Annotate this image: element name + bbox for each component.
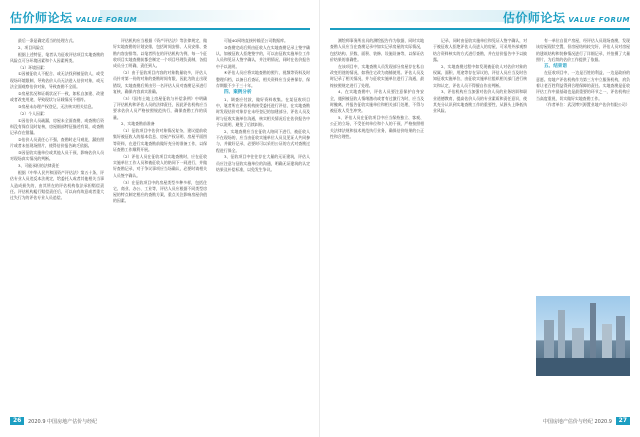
section-heading: 五、结束语 [544, 63, 567, 69]
paragraph: ①因被征收人不配合、或无法找到被征收人，或受现场环境限制，导致估价人员无法进入估价对象，或无法全面观察估价对象，导致查勘不全面。 [10, 71, 104, 90]
building [544, 320, 554, 358]
paragraph: （作者单位：武汉博兴源置业地产估价有限公司） [544, 102, 630, 108]
page-number: 27 [616, 417, 630, 425]
paragraph: 3、评估机构应当加强对估价人员的业务培训和职业道德教育，提高估价人员的专业素质和责任意识，使其充分认识到实地查勘工作的重要性，从源头上降低执业风险。 [433, 89, 527, 114]
building [590, 303, 596, 358]
paragraph: ②房屋状况和证载状况不一致，如私自加建、改建或者改变用途，导致现状与证载情况不相符。 [10, 90, 104, 103]
paragraph: ③因征收实施单位或其他人员干预，影响估价人员对现场真实情况的判断。 [10, 150, 104, 162]
paragraph: 在该项目中，实地查勘人员发现部分房屋存在私自改变用途的情况，如将住宅改为商铺使用。评估人员及时记录了相关情况，并与征收实施单位进行了沟通，最终按照规定进行了处理。 [330, 63, 424, 88]
section-title [10, 9, 137, 26]
column-3 [536, 38, 630, 256]
paragraph: （3）《国有土地上房屋征收与补偿条例》中明确了评估机构和评估人员的法律责任，因此评估机构应当要求估价人员严格按照规范执行，确保查勘工作的质量。 [113, 95, 207, 120]
header-rule [10, 28, 310, 30]
paragraph: 1、调查应付款，做好资料收集。在某征收项目中，笔者所在评估机构接受委托进行评估，在实地查勘时发现估价对象存在未经登记的加建部分，评估人员及时与征收实施单位沟通，核实相关情况后在估价报告中予以说明，避免了后续纠纷。 [216, 96, 310, 127]
text-columns [10, 38, 310, 412]
paragraph: 2、实地查勘应当在征收人陪同下进行，被征收人不在现场的，应当由征收实施单位人员及见证人共同参与，并做好记录，必要时可以采用公证的方式对查勘过程进行保全。 [216, 128, 310, 153]
section-title-en: VALUE FORUM [75, 16, 138, 24]
paragraph: 2、项目风险点 [18, 44, 44, 50]
paragraph: 2、实地查勘过程中如发现被征收人对估价对象的权属、面积、用途等存在异议的，评估人员应当及时告知征收实施单位，由征收实施单位组织相关部门进行核实和认定，评估人员不得擅自作出判断。 [433, 63, 527, 88]
text-columns [330, 38, 630, 412]
building [572, 328, 584, 358]
paragraph: ①因估价人员疏漏，房屋未全面查勘，或查勘后资料没有保存及时复核，房屋细部特征描述有误，或查勘记录存在错漏。 [10, 117, 104, 136]
column-1 [330, 38, 424, 412]
paragraph: 2、实地查勘前准备 [121, 121, 155, 127]
page-footer [10, 416, 310, 430]
footer-text: 中国房地产估价与经纪 2020.9 [542, 419, 612, 425]
paragraph: （1）环境因素： [18, 64, 48, 70]
column-2 [433, 38, 527, 412]
paragraph: （1）征收项目中估价对象情况复杂，建议提前收集好被征收人的基本信息、房屋产权证明、房屋平面图等资料，在进行实地查勘前做好充分的准备工作，以保证查勘工作顺利开展。 [113, 128, 207, 153]
paragraph: 5、评估人员在征收项目中应当保持独立、客观、公正的立场，不受任何单位和个人的干预，严格按照相关法律法规和技术规范执行业务，确保估价结果的公正性和合理性。 [330, 115, 424, 139]
column-1 [10, 38, 104, 412]
paragraph: 记录，同时由征收实施单位和见证人签字确认，对于被征收人拒绝评估人员进入的房屋，可采用外部观察结合资料核实的方式进行查勘，并在估价报告中予以披露。 [433, 38, 527, 62]
paragraph: 4、在实地查勘中，评估人员要注意保护自身安全，遇到被征收人情绪激动或者有过激行为时，应当及时撤离，并报告征收实施单位和相关部门处理，不得与被征收人发生冲突。 [330, 89, 424, 114]
paragraph: （2）由于征收项目内容的对象数量较多，评估人员针对第一份的对象的查勘时间有限，因此为防止出现错误，实地查勘后须由另一名评估人员对查勘记录进行复核，确保内容真实准确。 [113, 69, 207, 94]
paragraph: 可能4G网络直接传输至公司数据库。 [224, 38, 288, 43]
paragraph: 3、征收项目中往往存在大量的无证建筑，评估人员应注意与征收实施单位的沟通，明确无证建筑的认定结果及补偿标准，以免发生争议。 [216, 154, 310, 172]
section-title-en: VALUE FORUM [568, 16, 630, 24]
paragraph: ③房屋未办理产权登记，无法核实相关信息。 [18, 103, 96, 109]
paragraph: （3）在征收项目中的房屋类型多种多样，包括住宅、商业、办公、工业等，评估人员应根据不同类型房屋的特点制定相应的查勘方案，重点关注影响房屋价值的因素。 [113, 179, 207, 204]
river [536, 358, 630, 376]
paragraph: 测绘师事务所出具的测绘报告作为依据，同时实地查勘人员应当在查勘记录中如实记录房屋的实际情况，包括结构、层数、面积、装修、设施设备等，以保证估价结果的准确性。 [330, 38, 424, 62]
page-header [10, 8, 310, 34]
section-heading: 四、案例分析 [224, 89, 252, 95]
paragraph: ③查勘完成后须由征收人在实地查勘记录上签字确认，如被征收人拒绝签字的，可以由征收实施单位工作人员和见证人签字确认，并注明情况，同时在估价报告中予以说明。 [216, 44, 310, 69]
page-header [330, 8, 630, 34]
building [602, 324, 612, 358]
paragraph: 在征收项目中，一边是百姓的利益，一边是政府的意愿。房地产评估机构作为第三方中立服务机构，肩负着让老百姓利益得到合理保障的责任。实地查勘是征收评估工作中最基础也是最重要的环节之一，评估机构应当高度重视，切实做好实地查勘工作。 [536, 70, 630, 101]
paragraph: 最后一条是确定适当的处理方式。 [18, 38, 77, 43]
page-footer [330, 416, 630, 430]
building [558, 310, 565, 358]
section-title-cn: 估价师论坛 [502, 11, 566, 25]
paragraph: （2）评估人员在征收项目实地查勘时，应在征收实施单位工作人员和被征收人的陪同下一同进行，并做好查勘记录，对于争议事项应当场确认，必要时请相关人员签字确认。 [113, 153, 207, 178]
column-3 [216, 38, 310, 412]
section-title [503, 9, 630, 26]
page-number: 26 [10, 417, 24, 425]
paragraph: 有一单位自留产房屋，经评估人员现场查勘，发现该房屋现状空置，但房屋结构较完好，评估人员对房屋的建筑结构和装修情况进行了详细记录，并拍摄了大量照片，为后续的估价工作提供了依据。 [536, 38, 630, 62]
paragraph: 评估机构应当根据《资产评估法》等法律规定，做好实地查勘的计划安排，包括时间安排、人员安排、查勘内容安排等。以笔者所在的评估机构为例，每一个征收项目实地查勘前都会制定一个项目经理负责制，各组成员分工明确，责任到人。 [113, 38, 207, 69]
paragraph: （2）个人因素： [18, 110, 48, 116]
paragraph: 根据《中华人民共和国资产评估法》第五十条，评估专业人员违反本法规定，给委托人或者其他相关当事人造成损失的，由其所在的评估机构依法承担赔偿责任。评估机构履行赔偿责任后，可以向有故意或者重大过失行为的评估专业人员追偿。 [10, 169, 104, 201]
paragraph: 3、可能承担的法律责任 [18, 163, 60, 169]
footer-text: 2020.9 中国房地产估价与经纪 [28, 419, 98, 425]
section-title-cn: 估价师论坛 [10, 11, 73, 25]
header-rule [330, 28, 630, 30]
paragraph: ②估价人员责任心不强，查勘时走马观花，漏拍照片或者未拍现场照片，使得估价报告缺乏依据。 [10, 136, 104, 149]
building [616, 316, 625, 358]
paragraph: ④评估人员应将实地查勘的照片、视频等资料及时整理归档，以备日后查证，相关资料应当妥善保存，保存期限不少于三十年。 [216, 70, 310, 89]
paragraph: 根据上述特征，笔者认为征收评估项目实地查勘的风险点可分环境因素和个人因素两类。 [10, 51, 104, 63]
right-page [320, 0, 640, 437]
column-2 [113, 38, 207, 412]
city-skyline-photo [536, 296, 630, 376]
